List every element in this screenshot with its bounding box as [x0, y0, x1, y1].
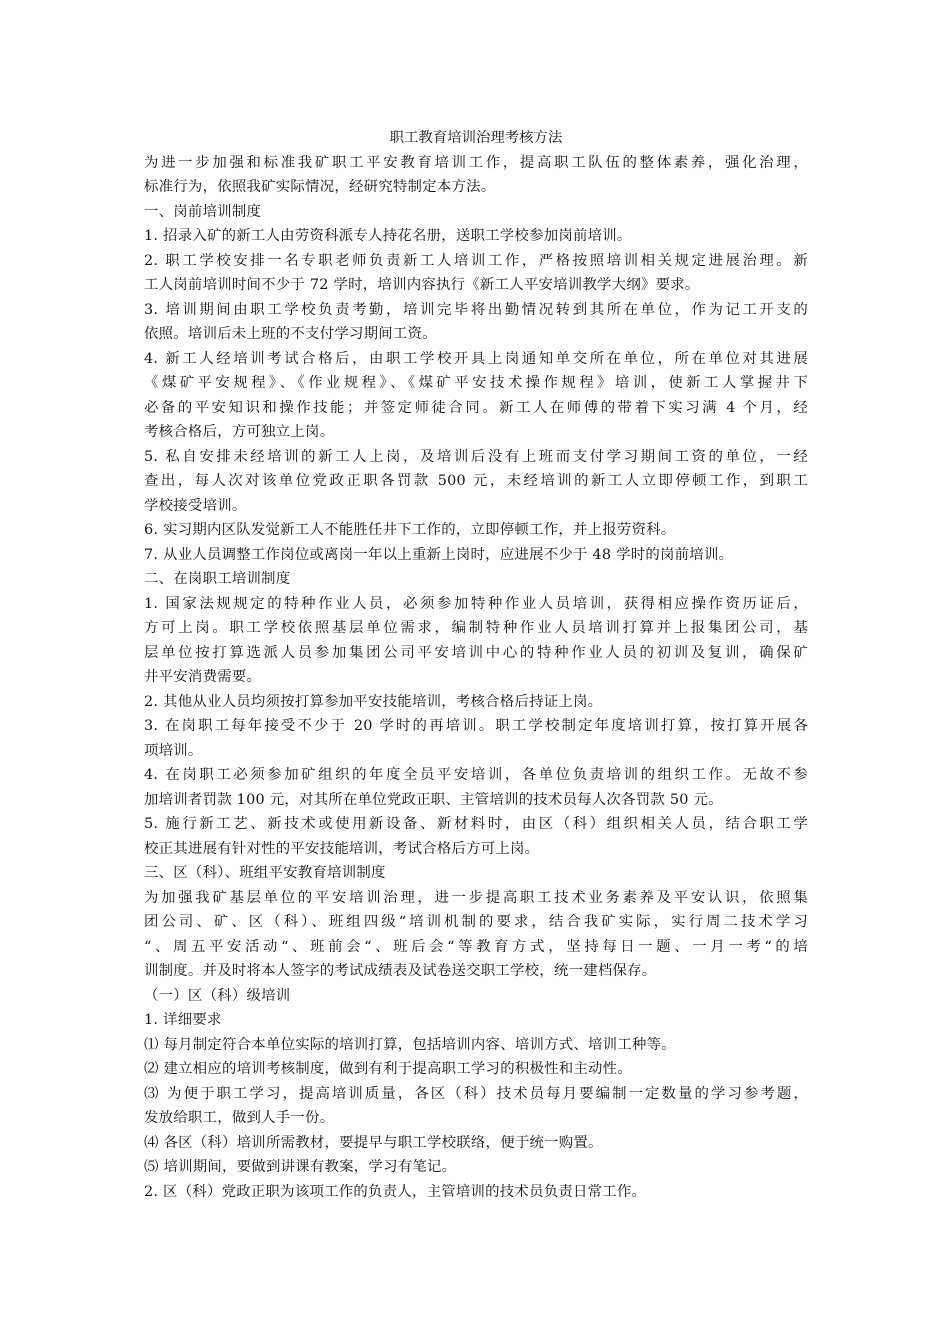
paragraph-line: 方可上岗。职工学校依照基层单位需求，编制特种作业人员培训打算并上报集团公司，基: [144, 620, 808, 636]
paragraph-line: ⑷ 各区（科）培训所需教材，要提早与职工学校联络，便于统一购置。: [144, 1134, 603, 1151]
paragraph: [144, 886, 808, 984]
document-title: 职工教育培训治理考核方法: [389, 130, 563, 146]
paragraph-line: ⑶ 为便于职工学习，提高培训质量，各区（科）技术员每月要编制一定数量的学习参考题，: [144, 1085, 808, 1102]
paragraph: [144, 1082, 808, 1131]
paragraph: [144, 984, 808, 1009]
paragraph-line: 5. 施行新工艺、新技术或使用新设备、新材料时，由区（科）组织相关人员，结合职工学: [144, 816, 808, 832]
paragraph: [144, 1131, 808, 1156]
paragraph: [144, 518, 808, 543]
paragraph-line: 1. 详细要求: [144, 1012, 222, 1028]
paragraph-line: 2. 区（科）党政正职为该项工作的负责人，主管培训的技术员负责日常工作。: [144, 1183, 647, 1200]
paragraph-line: 校正其进展有针对性的平安技能培训，考试合格后方可上岗。: [144, 840, 540, 857]
paragraph-line: 查出，每人次对该单位党政正职各罚款 500 元，未经培训的新工人立即停顿工作，到职工: [144, 473, 808, 489]
paragraph-line: 层单位按打算选派人员参加集团公司平安培训中心的特种作业人员的初训及复训，确保矿: [144, 644, 808, 661]
paragraph: [144, 543, 808, 568]
paragraph-line: 一、岗前培训制度: [144, 203, 262, 220]
document-body: [144, 126, 808, 1204]
paragraph: [144, 151, 808, 200]
paragraph: [144, 1033, 808, 1058]
paragraph: [144, 592, 808, 690]
paragraph-line: 2. 其他从业人员均须按打算参加平安技能培训，考核合格后持证上岗。: [144, 693, 603, 710]
paragraph-line: 《煤矿平安规程》、《作业规程》、《煤矿平安技术操作规程》培训，使新工人掌握井下: [144, 375, 808, 391]
paragraph-line: 4. 新工人经培训考试合格后，由职工学校开具上岗通知单交所在单位，所在单位对其进展: [144, 350, 808, 367]
paragraph-line: 团公司、矿、区（科）、班组四级“培训机制的要求，结合我矿实际，实行周二技术学习: [144, 914, 808, 930]
paragraph-line: 6. 实习期内区队发觉新工人不能胜任井下工作的，立即停顿工作，并上报劳资科。: [144, 522, 676, 538]
paragraph: [144, 763, 808, 812]
paragraph-line: 标准行为，依照我矿实际情况，经研究特制定本方法。: [144, 179, 496, 195]
paragraph: [144, 1155, 808, 1180]
paragraph: [144, 200, 808, 225]
paragraph-line: 1. 国家法规规定的特种作业人员，必须参加特种作业人员培训，获得相应操作资历证后，: [144, 595, 808, 612]
paragraph-line: 必备的平安知识和操作技能；并签定师徒合同。新工人在师傅的带着下实习满 4 个月，经: [144, 399, 808, 416]
paragraph-line: 5. 私自安排未经培训的新工人上岗，及培训后没有上班而支付学习期间工资的单位，一经: [144, 448, 808, 465]
paragraph-line: 考核合格后，方可独立上岗。: [144, 424, 335, 440]
paragraph: [144, 567, 808, 592]
paragraph: [144, 1057, 808, 1082]
paragraph: [144, 445, 808, 519]
paragraph-line: 3. 在岗职工每年接受不少于 20 学时的再培训。职工学校制定年度培训打算，按打算开展各: [144, 718, 808, 734]
paragraph-line: 7. 从业人员调整工作岗位或离岗一年以上重新上岗时，应进展不少于 48 学时的岗前培训。: [144, 546, 734, 563]
paragraph: [144, 298, 808, 347]
paragraph-line: 为进一步加强和标准我矿职工平安教育培训工作，提高职工队伍的整体素养，强化治理，: [144, 154, 808, 171]
paragraph-line: 项培训。: [144, 742, 203, 759]
paragraph-line: 依照。培训后未上班的不支付学习期间工资。: [144, 326, 437, 342]
paragraph-line: 训制度。并及时将本人签字的考试成绩表及试卷送交职工学校，统一建档保存。: [144, 963, 657, 979]
paragraph-line: “、周五平安活动“、班前会“、班后会“等教育方式，坚持每日一题、一月一考“的培: [144, 938, 808, 955]
paragraph: [144, 224, 808, 249]
paragraph-line: 3. 培训期间由职工学校负责考勤，培训完毕将出勤情况转到其所在单位，作为记工开支的: [144, 301, 808, 318]
paragraph-line: 为加强我矿基层单位的平安培训治理，进一步提高职工技术业务素养及平安认识，依照集: [144, 889, 808, 906]
paragraph: [144, 1180, 808, 1205]
paragraph: [144, 347, 808, 445]
paragraph-line: 加培训者罚款 100 元，对其所在单位党政正职、主管培训的技术员每人次各罚款 50 元。: [144, 791, 723, 808]
paragraph-line: 4. 在岗职工必须参加矿组织的年度全员平安培训，各单位负责培训的组织工作。无故不参: [144, 767, 808, 783]
paragraph-line: 三、区（科）、班组平安教育培训制度: [144, 865, 386, 881]
paragraph-line: 发放给职工，做到人手一份。: [144, 1110, 335, 1126]
paragraph-list: [144, 151, 808, 1205]
paragraph-line: ⑴ 每月制定符合本单位实际的培训打算，包括培训内容、培训方式、培训工种等。: [144, 1036, 676, 1053]
paragraph-line: 2. 职工学校安排一名专职老师负责新工人培训工作，严格按照培训相关规定进展治理。新: [144, 252, 808, 269]
paragraph-line: ⑸ 培训期间，要做到讲课有教案，学习有笔记。: [144, 1159, 457, 1175]
paragraph-line: 井平安消费需要。: [144, 669, 262, 685]
paragraph: [144, 812, 808, 861]
paragraph: [144, 714, 808, 763]
paragraph-line: ⑵ 建立相应的培训考核制度，做到有利于提高职工学习的积极性和主动性。: [144, 1061, 632, 1077]
paragraph: [144, 861, 808, 886]
paragraph: [144, 690, 808, 715]
paragraph-line: 1. 招录入矿的新工人由劳资科派专人持花名册，送职工学校参加岗前培训。: [144, 228, 632, 244]
paragraph: [144, 1008, 808, 1033]
paragraph-line: 二、在岗职工培训制度: [144, 571, 291, 587]
paragraph-line: （一）区（科）级培训: [144, 987, 291, 1004]
paragraph: [144, 249, 808, 298]
paragraph-line: 学校接受培训。: [144, 497, 247, 514]
paragraph-line: 工人岗前培训时间不少于 72 学时，培训内容执行《新工人平安培训教学大纲》要求。: [144, 277, 700, 293]
